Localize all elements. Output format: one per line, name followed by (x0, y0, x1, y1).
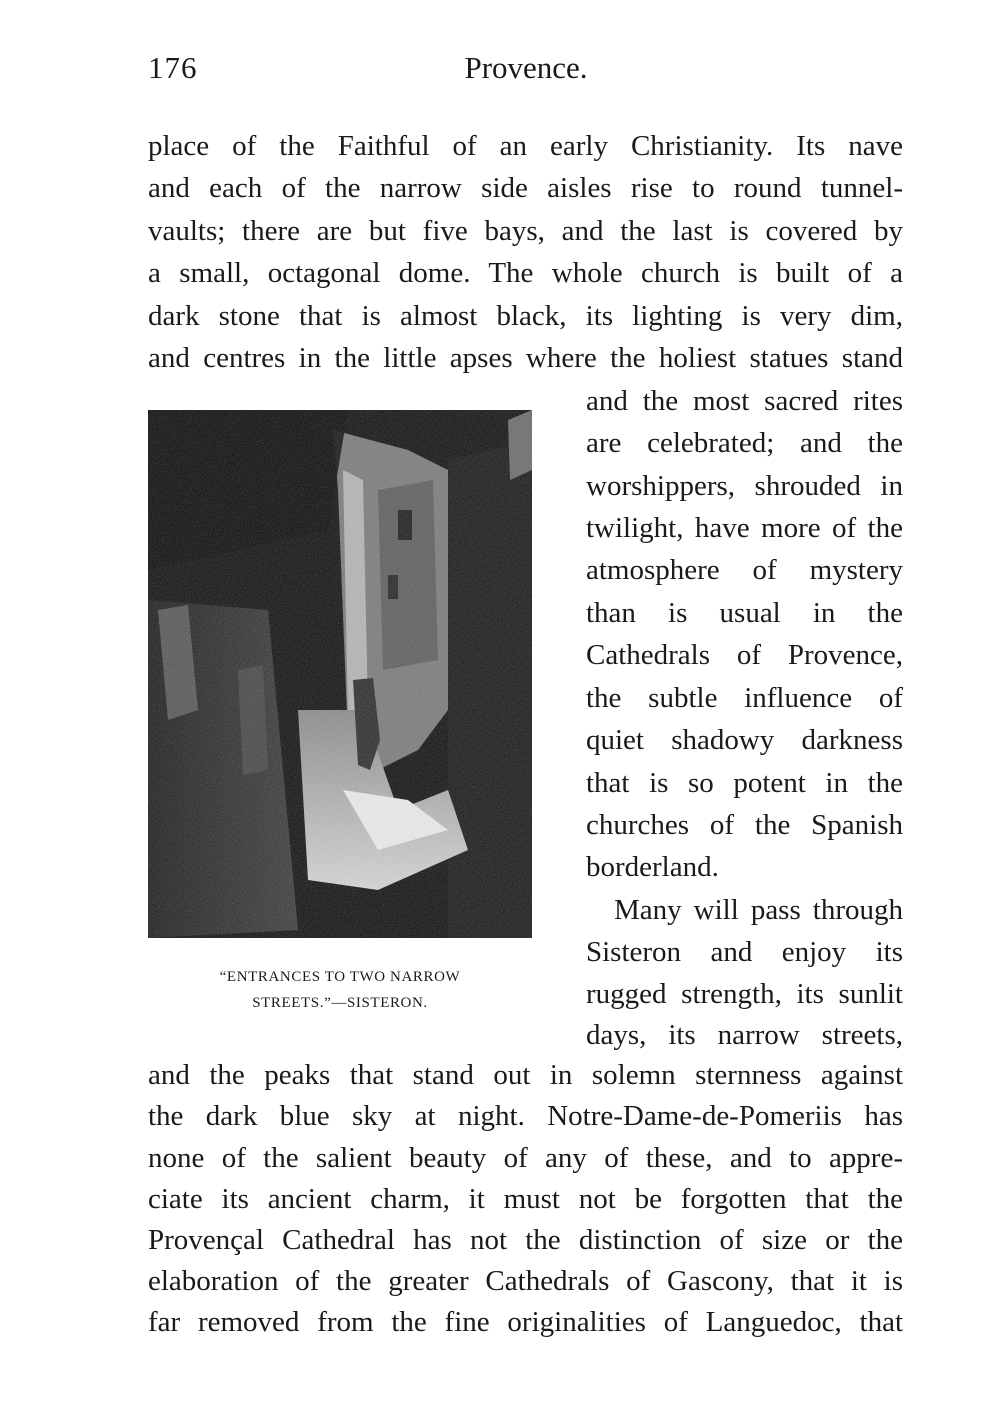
figure-caption-line: “ENTRANCES TO TWO NARROW (219, 969, 461, 985)
text-line: days, its narrow streets, (586, 1019, 903, 1051)
text-line: are celebrated; and the (586, 427, 903, 459)
text-line: quiet shadowy darkness (586, 724, 903, 756)
text-line: Sisteron and enjoy its (586, 936, 903, 968)
text-line: the dark blue sky at night. Notre-Dame-de-Pomeriis has (148, 1100, 903, 1132)
page-number: 176 (148, 50, 198, 85)
text-line: none of the salient beauty of any of these, and to appre- (148, 1142, 903, 1174)
figure-caption-line: STREETS.”—SISTERON. (252, 995, 428, 1011)
text-line: place of the Faithful of an early Christianity. Its nave (148, 130, 903, 162)
text-line: that is so potent in the (586, 767, 903, 799)
text-line: and the most sacred rites (586, 385, 903, 417)
text-line: twilight, have more of the (586, 512, 903, 544)
text-line: far removed from the fine originalities of Languedoc, that (148, 1306, 903, 1338)
text-line: ciate its ancient charm, it must not be forgotten that the (148, 1183, 903, 1215)
text-line: a small, octagonal dome. The whole church is built of a (148, 257, 903, 289)
text-line: borderland. (586, 851, 719, 883)
text-line: rugged strength, its sunlit (586, 978, 903, 1010)
text-line: vaults; there are but five bays, and the last is covered by (148, 215, 903, 247)
text-line: Cathedrals of Provence, (586, 639, 903, 671)
text-line: and centres in the little apses where the holiest statues stand (148, 342, 903, 374)
text-line: atmosphere of mystery (586, 554, 903, 586)
text-line: and each of the narrow side aisles rise to round tunnel- (148, 172, 903, 204)
text-line: Many will pass through (614, 894, 903, 926)
text-line: and the peaks that stand out in solemn sternness against (148, 1059, 903, 1091)
text-line: elaboration of the greater Cathedrals of Gascony, that it is (148, 1265, 903, 1297)
text-line: worshippers, shrouded in (586, 470, 903, 502)
street-scene-picture (148, 410, 532, 938)
text-line: than is usual in the (586, 597, 903, 629)
text-line: the subtle influence of (586, 682, 903, 714)
figure-photograph (148, 410, 532, 938)
text-line: Provençal Cathedral has not the distinction of size or the (148, 1224, 903, 1256)
text-line: dark stone that is almost black, its lighting is very dim, (148, 300, 903, 332)
text-line: churches of the Spanish (586, 809, 903, 841)
running-head: Provence. (464, 50, 588, 85)
